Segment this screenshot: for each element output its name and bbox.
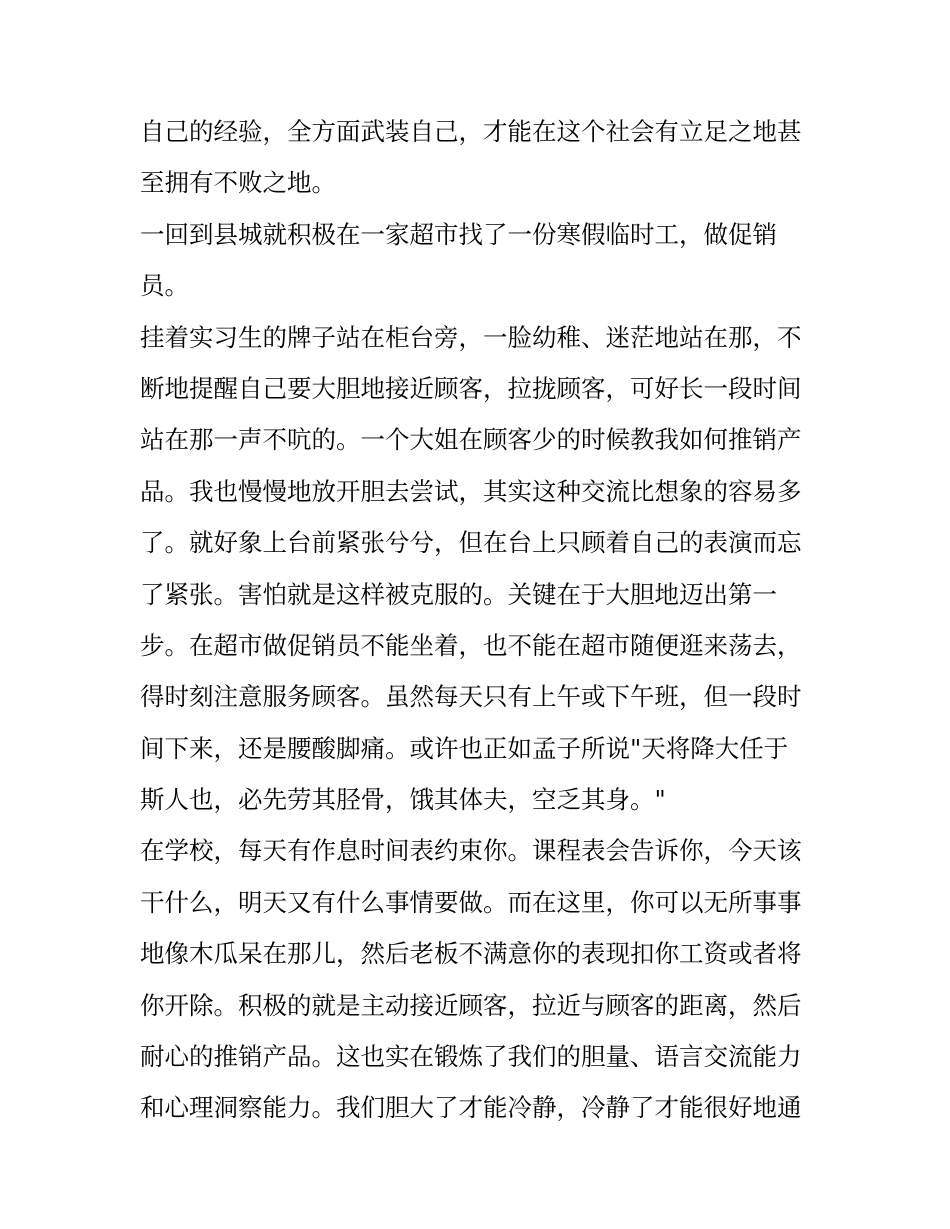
text-line: 了紧张。害怕就是这样被克服的。关键在于大胆地迈出第一 xyxy=(140,579,777,609)
text-line: 自己的经验，全方面武装自己，才能在这个社会有立足之地甚 xyxy=(140,117,802,146)
text-line: 站在那一声不吭的。一个大姐在顾客少的时候教我如何推销产 xyxy=(140,425,802,455)
text-line: 员。 xyxy=(140,271,189,301)
text-line: 你开除。积极的就是主动接近顾客，拉近与顾客的距离，然后 xyxy=(140,990,802,1020)
text-line: 步。在超市做促销员不能坐着，也不能在超市随便逛来荡去， xyxy=(140,630,802,660)
text-line: 挂着实习生的牌子站在柜台旁，一脸幼稚、迷茫地站在那，不 xyxy=(140,322,802,352)
text-line: 间下来，还是腰酸脚痛。或许也正如孟子所说"天将降大任于 xyxy=(140,733,789,763)
text-line: 和心理洞察能力。我们胆大了才能冷静，冷静了才能很好地通 xyxy=(140,1093,802,1123)
text-line: 一回到县城就积极在一家超市找了一份寒假临时工，做促销 xyxy=(140,219,777,249)
text-line: 地像木瓜呆在那儿，然后老板不满意你的表现扣你工资或者将 xyxy=(140,939,802,969)
text-line: 了。就好象上台前紧张兮兮，但在台上只顾着自己的表演而忘 xyxy=(140,528,802,558)
text-line: 断地提醒自己要大胆地接近顾客，拉拢顾客，可好长一段时间 xyxy=(140,373,802,403)
text-line: 干什么，明天又有什么事情要做。而在这里，你可以无所事事 xyxy=(140,887,802,917)
text-line: 品。我也慢慢地放开胆去尝试，其实这种交流比想象的容易多 xyxy=(140,476,802,506)
document-body xyxy=(140,106,820,1134)
text-line: 至拥有不败之地。 xyxy=(140,168,336,198)
text-line: 得时刻注意服务顾客。虽然每天只有上午或下午班，但一段时 xyxy=(140,682,802,712)
text-line: 斯人也，必先劳其胫骨，饿其体夫，空乏其身。" xyxy=(140,785,666,815)
text-line: 耐心的推销产品。这也实在锻炼了我们的胆量、语言交流能力 xyxy=(140,1042,802,1072)
text-line: 在学校，每天有作息时间表约束你。课程表会告诉你，今天该 xyxy=(140,836,802,866)
